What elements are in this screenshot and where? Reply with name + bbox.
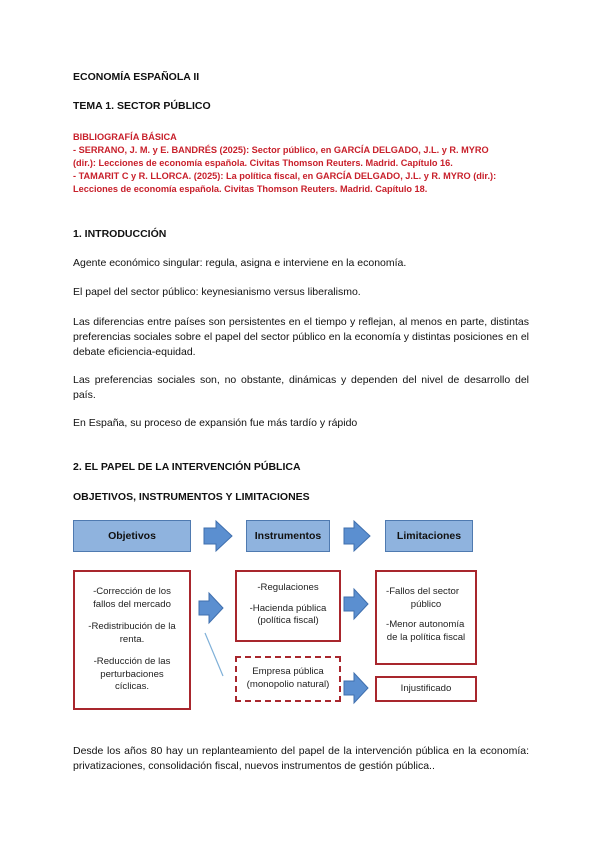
header-objetivos: Objetivos bbox=[73, 520, 191, 552]
course-title: ECONOMÍA ESPAÑOLA II bbox=[73, 71, 200, 83]
objective-3a: -Reducción de las bbox=[93, 656, 171, 667]
section2-closing-paragraph: Desde los años 80 hay un replanteamiento del papel de la intervención pública en la economía: privatizaciones, consolidación fiscal, nuevos instrumentos de gestión pública.. bbox=[73, 745, 529, 772]
section1-paragraph-1: Agente económico singular: regula, asigna e interviene en la economía. bbox=[73, 257, 407, 269]
limitation-1a: -Fallos del sector bbox=[386, 586, 460, 597]
section2-heading: 2. EL PAPEL DE LA INTERVENCIÓN PÚBLICA bbox=[73, 461, 301, 473]
objective-3c: cíclicas. bbox=[114, 681, 150, 692]
connector-line bbox=[205, 633, 223, 676]
public-enterprise-box bbox=[235, 656, 341, 702]
enterprise-2: (monopolio natural) bbox=[246, 678, 330, 690]
arrow-icon bbox=[344, 673, 368, 703]
objective-2a: -Redistribución de la bbox=[88, 621, 176, 632]
limitations-box bbox=[375, 570, 477, 665]
limitation-2b: de la política fiscal bbox=[386, 631, 466, 643]
limitation-1b: público bbox=[410, 598, 442, 610]
enterprise-1: Empresa pública bbox=[252, 666, 324, 677]
objective-2b: renta. bbox=[119, 633, 145, 645]
unjustified-label: Injustificado bbox=[400, 683, 452, 694]
arrow-icon bbox=[199, 593, 223, 623]
unjustified-box bbox=[375, 676, 477, 702]
section1-paragraph-3: Las diferencias entre países son persistentes en el tiempo y reflejan, al menos en parte, distintas preferencias sociales sobre el papel del sector público en la economía y distintas posiciones en el debate eficiencia-equidad. bbox=[73, 316, 529, 358]
header-instrumentos: Instrumentos bbox=[246, 520, 330, 552]
limitation-2a: -Menor autonomía bbox=[386, 619, 465, 630]
instruments-box bbox=[235, 570, 341, 642]
bib-entry-1-line-2: (dir.): Lecciones de economía española. Civitas Thomson Reuters. Madrid. Capítulo 16. bbox=[73, 158, 453, 168]
topic-title: TEMA 1. SECTOR PÚBLICO bbox=[73, 100, 211, 112]
bib-entry-2-line-2: Lecciones de economía española. Civitas Thomson Reuters. Madrid. Capítulo 18. bbox=[73, 184, 428, 194]
arrow-icon bbox=[344, 521, 370, 551]
objectives-box bbox=[73, 570, 191, 710]
instrument-1: -Regulaciones bbox=[257, 582, 319, 593]
section1-paragraph-5: En España, su proceso de expansión fue más tardío y rápido bbox=[73, 417, 358, 429]
objective-1b: fallos del mercado bbox=[93, 598, 171, 610]
arrow-icon bbox=[344, 589, 368, 619]
header-limitaciones: Limitaciones bbox=[385, 520, 473, 552]
section1-paragraph-4: Las preferencias sociales son, no obstante, dinámicas y dependen del nivel de desarrollo del país. bbox=[73, 374, 529, 401]
objective-3b: perturbaciones bbox=[100, 668, 164, 680]
objective-1a: -Corrección de los bbox=[93, 586, 171, 597]
section1-heading: 1. INTRODUCCIÓN bbox=[73, 228, 167, 240]
section1-paragraph-2: El papel del sector público: keynesianismo versus liberalismo. bbox=[73, 286, 361, 298]
section2-subheading: OBJETIVOS, INSTRUMENTOS Y LIMITACIONES bbox=[73, 491, 310, 503]
instrument-2a: -Hacienda pública bbox=[249, 602, 327, 614]
instrument-2b: (política fiscal) bbox=[257, 615, 319, 626]
bib-entry-2-line-1: - TAMARIT C y R. LLORCA. (2025): La política fiscal, en GARCÍA DELGADO, J.L. y R. MYRO (dir.): bbox=[73, 171, 497, 181]
bibliography-heading: BIBLIOGRAFÍA BÁSICA bbox=[73, 132, 177, 142]
arrow-icon bbox=[204, 521, 232, 551]
bib-entry-1-line-1: - SERRANO, J. M. y E. BANDRÉS (2025): Sector público, en GARCÍA DELGADO, J.L. y R. MYRO bbox=[73, 145, 489, 155]
